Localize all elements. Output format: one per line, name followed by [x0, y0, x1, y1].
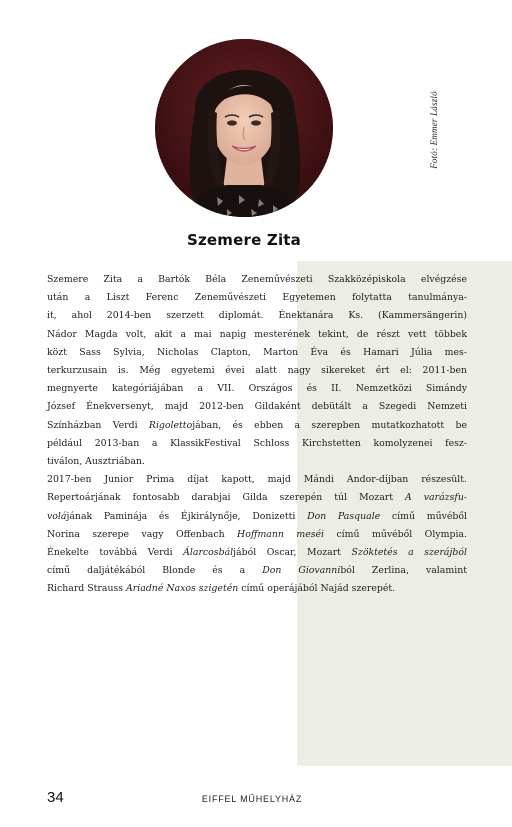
bio-work-title: Szöktetés a szerájból: [351, 547, 467, 559]
bio-text: Richard Strauss: [47, 583, 127, 595]
bio-text: it, ahol 2014-ben szerzett diplomát. Énektanára Ks. (Kammersängerin): [47, 310, 467, 322]
bio-work-title: A varázsfu-: [405, 492, 467, 504]
bio-text: című művéből Olympia.: [324, 528, 467, 540]
bio-text: tiválon, Ausztriában.: [47, 456, 145, 468]
bio-text: Nádor Magda volt, akit a mai napig mesterének tekint, de részt vett többek: [47, 328, 467, 340]
artist-name: Szemere Zita: [186, 231, 301, 249]
bio-text: József Énekversenyt, majd 2012-ben Gildaként debütált a Szegedi Nemzeti: [47, 401, 467, 413]
bio-work-title: Ariadné Naxos szigetén: [126, 583, 239, 595]
bio-work-title: Don Pasquale: [307, 510, 381, 522]
bio-text: terkurzusain is. Még egyetemi évei alatt nagy sikereket ért el: 2011-ben: [47, 365, 467, 377]
bio-text: című daljátékából Blonde és a: [47, 565, 263, 577]
bio-text: jának Paminája és Éjkirálynője, Donizetti: [66, 510, 308, 522]
bio-text: megnyerte kategóriájában a VII. Országos és II. Nemzetközi Simándy: [47, 383, 467, 395]
bio-line: [47, 362, 467, 380]
bio-line: [47, 435, 467, 453]
photo-credit-text: Fotó: Emmer László: [429, 91, 439, 169]
bio-line: [47, 580, 467, 598]
bio-text: Norina szerepe vagy Offenbach: [47, 528, 238, 540]
bio-text: Repertoárjának fontosabb darabjai Gilda szerepén túl Mozart: [47, 492, 405, 504]
bio-text: után a Liszt Ferenc Zeneművészeti Egyetemen folytatta tanulmánya-: [47, 292, 467, 304]
bio-text: jából Oscar, Mozart: [233, 547, 352, 559]
bio-text: 2017-ben Junior Prima díjat kapott, majd Mándi Andor-díjban részesült.: [47, 474, 467, 486]
bio-text: Színházban Verdi: [47, 419, 149, 431]
bio-line: [47, 307, 467, 325]
portrait-photo: [155, 39, 333, 217]
portrait-illustration: [155, 39, 333, 217]
page-number: 34: [47, 789, 64, 806]
bio-work-title: Hoffmann meséi: [237, 528, 325, 540]
bio-line: [47, 453, 467, 471]
bio-line: [47, 508, 467, 526]
bio-line: [47, 471, 467, 489]
bio-text: jában, és ebben a szerepben mutatkozhatott be: [192, 419, 467, 431]
bio-text: Énekelte továbbá Verdi: [47, 547, 184, 559]
bio-line: [47, 526, 467, 544]
bio-work-title: Don Giovanni: [262, 565, 341, 577]
bio-line: [47, 489, 467, 507]
bio-work-title: Rigoletto: [148, 419, 193, 431]
publisher-name: EIFFEL MŰHELYHÁZ: [201, 794, 303, 804]
bio-line: [47, 417, 467, 435]
bio-text: ból Zerlina, valamint: [340, 565, 467, 577]
bio-line: [47, 271, 467, 289]
bio-work-title: Álarcosbál: [183, 547, 234, 559]
bio-line: [47, 544, 467, 562]
photo-credit: [427, 80, 441, 180]
bio-line: [47, 398, 467, 416]
bio-line: [47, 289, 467, 307]
bio-text: közt Sass Sylvia, Nicholas Clapton, Marton Éva és Hamari Júlia mes-: [47, 346, 467, 358]
bio-text: című művéből: [380, 510, 467, 522]
bio-line: [47, 562, 467, 580]
bio-text: Szemere Zita a Bartók Béla Zeneművészeti Szakközépiskola elvégzése: [47, 274, 467, 285]
bio-line: [47, 326, 467, 344]
bio-text: című operájából Najád szerepét.: [238, 583, 396, 595]
bio-work-title: volá: [47, 510, 67, 522]
bio-line: [47, 380, 467, 398]
biography-text: [47, 271, 467, 599]
bio-line: [47, 344, 467, 362]
bio-text: például 2013-ban a KlassikFestival Schloss Kirchstetten komolyzenei fesz-: [47, 437, 467, 449]
